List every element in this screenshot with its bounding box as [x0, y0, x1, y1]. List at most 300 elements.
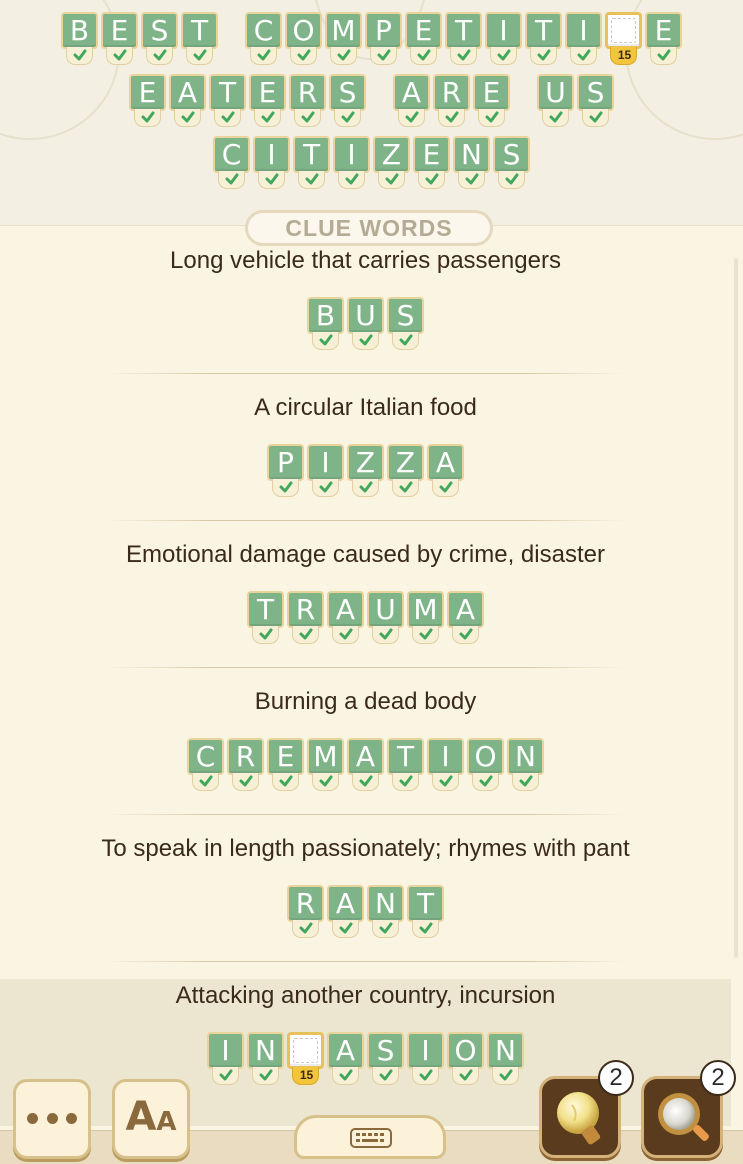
- quote-word: [128, 74, 368, 136]
- letter-tile[interactable]: [506, 738, 545, 792]
- letter-tile[interactable]: [266, 738, 305, 792]
- letter-check-tab: [352, 773, 379, 791]
- letter-tile[interactable]: [366, 885, 405, 939]
- clue-answer: [0, 738, 731, 792]
- check-icon: [405, 110, 419, 124]
- keyboard-icon: [350, 1128, 392, 1148]
- letter-tile-face: B: [307, 297, 344, 334]
- hint-lightbulb-count-badge: 2: [598, 1060, 634, 1096]
- clue-answer: [0, 297, 731, 351]
- letter-tile[interactable]: [366, 1032, 405, 1086]
- check-icon: [537, 48, 551, 62]
- clue-divider: [105, 667, 627, 668]
- font-size-button[interactable]: [112, 1079, 190, 1159]
- letter-check-tab: [412, 1067, 439, 1085]
- clue-divider: [105, 520, 627, 521]
- check-icon: [577, 48, 591, 62]
- letter-tile[interactable]: [208, 74, 247, 128]
- letter-tile-face: A: [327, 885, 364, 922]
- clue-text: To speak in length passionately; rhymes with pant: [101, 835, 630, 862]
- check-icon: [439, 480, 453, 494]
- check-icon: [299, 627, 313, 641]
- check-icon: [113, 48, 127, 62]
- letter-check-tab: [410, 47, 437, 65]
- letter-tile[interactable]: [372, 136, 411, 190]
- clue-item[interactable]: [0, 244, 731, 391]
- check-icon: [319, 333, 333, 347]
- letter-check-tab: [498, 171, 525, 189]
- letter-tile-face: [287, 1032, 324, 1069]
- quote-word: [536, 74, 616, 136]
- letter-tile[interactable]: [466, 738, 505, 792]
- letter-tile[interactable]: [364, 12, 403, 66]
- quote-word: [244, 12, 684, 74]
- letter-tile-face: A: [327, 1032, 364, 1069]
- letter-check-tab: [214, 109, 241, 127]
- clue-list-scrollbar[interactable]: [734, 258, 738, 958]
- keyboard-toggle-button[interactable]: [294, 1115, 446, 1159]
- letter-tile[interactable]: [446, 1032, 485, 1086]
- letter-check-tab: [212, 1067, 239, 1085]
- letter-tile[interactable]: [284, 12, 323, 66]
- letter-tile-face: T: [247, 591, 284, 628]
- letter-tile[interactable]: [326, 1032, 365, 1086]
- check-icon: [339, 921, 353, 935]
- letter-tile-face: U: [537, 74, 574, 111]
- letter-check-tab: [254, 109, 281, 127]
- clue-text: Burning a dead body: [254, 688, 477, 715]
- letter-number-tag: [292, 1067, 319, 1085]
- letter-tile-face: P: [365, 12, 402, 49]
- quote-row: [0, 12, 743, 74]
- letter-number-tag: [610, 47, 637, 65]
- letter-tile-face: R: [433, 74, 470, 111]
- check-icon: [497, 48, 511, 62]
- letter-tile[interactable]: [306, 444, 345, 498]
- letter-tile[interactable]: [140, 12, 179, 66]
- letter-tile-face: I: [427, 738, 464, 775]
- letter-tile[interactable]: [386, 738, 425, 792]
- letter-check-tab: [372, 1067, 399, 1085]
- letter-tile[interactable]: [292, 136, 331, 190]
- letter-tile-face: N: [487, 1032, 524, 1069]
- hint-magnifier-count-badge: 2: [700, 1060, 736, 1096]
- letter-tile-face: O: [467, 738, 504, 775]
- letter-tile-face: T: [387, 738, 424, 775]
- letter-tile-empty[interactable]: [286, 1032, 325, 1086]
- clue-divider: [105, 373, 627, 374]
- check-icon: [257, 48, 271, 62]
- quote-word: [60, 12, 220, 74]
- check-icon: [425, 172, 439, 186]
- letter-check-tab: [352, 332, 379, 350]
- letter-tile[interactable]: [246, 591, 285, 645]
- letter-tile-face: R: [227, 738, 264, 775]
- letter-tile[interactable]: [252, 136, 291, 190]
- clue-answer: [0, 885, 731, 939]
- letter-tile[interactable]: [426, 738, 465, 792]
- check-icon: [657, 48, 671, 62]
- letter-tile[interactable]: [404, 12, 443, 66]
- letter-tile[interactable]: [326, 591, 365, 645]
- check-icon: [299, 921, 313, 935]
- letter-check-tab: [292, 920, 319, 938]
- check-icon: [239, 774, 253, 788]
- check-icon: [465, 172, 479, 186]
- letter-check-tab: [332, 1067, 359, 1085]
- letter-check-tab: [352, 479, 379, 497]
- letter-tile-face: U: [367, 591, 404, 628]
- letter-check-tab: [332, 920, 359, 938]
- letter-tile-face: M: [407, 591, 444, 628]
- letter-tile-face: A: [347, 738, 384, 775]
- letter-tile[interactable]: [346, 444, 385, 498]
- letter-tile[interactable]: [444, 12, 483, 66]
- letter-tile-face: E: [473, 74, 510, 111]
- letter-tile-face: E: [645, 12, 682, 49]
- letter-tile-face: A: [169, 74, 206, 111]
- letter-tile-face: E: [405, 12, 442, 49]
- letter-check-tab: [312, 773, 339, 791]
- check-icon: [485, 110, 499, 124]
- letter-check-tab: [290, 47, 317, 65]
- clue-item[interactable]: [0, 685, 731, 832]
- clue-list[interactable]: [0, 244, 731, 1126]
- letter-tile[interactable]: [564, 12, 603, 66]
- letter-check-tab: [582, 109, 609, 127]
- letter-tile-face: E: [129, 74, 166, 111]
- letter-tile-empty[interactable]: [604, 12, 643, 66]
- letter-tile-face: M: [307, 738, 344, 775]
- letter-tile-face: M: [325, 12, 362, 49]
- check-icon: [279, 774, 293, 788]
- letter-number: 15: [299, 1068, 314, 1082]
- clue-item[interactable]: [0, 538, 731, 685]
- letter-tile-face: C: [245, 12, 282, 49]
- letter-tile-face: C: [187, 738, 224, 775]
- letter-tile-face: S: [329, 74, 366, 111]
- letter-tile[interactable]: [406, 591, 445, 645]
- letter-number: 15: [617, 48, 632, 62]
- letter-tile[interactable]: [472, 74, 511, 128]
- check-icon: [261, 110, 275, 124]
- letter-tile[interactable]: [406, 885, 445, 939]
- letter-tile[interactable]: [346, 297, 385, 351]
- letter-tile-face: T: [181, 12, 218, 49]
- letter-tile-face: I: [565, 12, 602, 49]
- letter-check-tab: [332, 626, 359, 644]
- letter-tile[interactable]: [366, 591, 405, 645]
- letter-tile[interactable]: [536, 74, 575, 128]
- quote-row: [0, 74, 743, 136]
- letter-tile[interactable]: [286, 885, 325, 939]
- letter-check-tab: [530, 47, 557, 65]
- letter-check-tab: [492, 1067, 519, 1085]
- letter-tile[interactable]: [644, 12, 683, 66]
- clue-text: A circular Italian food: [254, 394, 477, 421]
- letter-tile[interactable]: [486, 1032, 525, 1086]
- quote-area: [0, 0, 743, 226]
- check-icon: [301, 110, 315, 124]
- check-icon: [337, 48, 351, 62]
- check-icon: [379, 921, 393, 935]
- check-icon: [419, 627, 433, 641]
- letter-tile-face: Z: [347, 444, 384, 481]
- clue-text: Attacking another country, incursion: [175, 982, 556, 1009]
- letter-check-tab: [66, 47, 93, 65]
- letter-check-tab: [478, 109, 505, 127]
- check-icon: [153, 48, 167, 62]
- check-icon: [181, 110, 195, 124]
- letter-tile-face: T: [407, 885, 444, 922]
- letter-tile-face: P: [267, 444, 304, 481]
- letter-check-tab: [272, 479, 299, 497]
- letter-check-tab: [372, 626, 399, 644]
- check-icon: [193, 48, 207, 62]
- letter-tile-face: T: [209, 74, 246, 111]
- check-icon: [341, 110, 355, 124]
- letter-check-tab: [570, 47, 597, 65]
- letter-tile[interactable]: [180, 12, 219, 66]
- letter-check-tab: [338, 171, 365, 189]
- check-icon: [339, 627, 353, 641]
- clue-divider: [105, 814, 627, 815]
- letter-tile-face: I: [333, 136, 370, 173]
- check-icon: [445, 110, 459, 124]
- quote-rows: [0, 12, 743, 198]
- letter-tile[interactable]: [306, 297, 345, 351]
- letter-tile-face: C: [213, 136, 250, 173]
- letter-tile-face: A: [447, 591, 484, 628]
- quote-word: [212, 136, 532, 198]
- letter-check-tab: [438, 109, 465, 127]
- check-icon: [379, 1068, 393, 1082]
- letter-tile-face: T: [525, 12, 562, 49]
- letter-tile[interactable]: [168, 74, 207, 128]
- letter-tile-face: U: [347, 297, 384, 334]
- more-dots-icon: [27, 1113, 77, 1124]
- letter-tile-face: S: [367, 1032, 404, 1069]
- letter-tile[interactable]: [576, 74, 615, 128]
- check-icon: [359, 774, 373, 788]
- letter-tile-face: T: [293, 136, 330, 173]
- letter-tile-face: E: [101, 12, 138, 49]
- letter-tile[interactable]: [324, 12, 363, 66]
- letter-check-tab: [452, 1067, 479, 1085]
- letter-check-tab: [412, 920, 439, 938]
- letter-check-tab: [542, 109, 569, 127]
- check-icon: [259, 627, 273, 641]
- check-icon: [221, 110, 235, 124]
- letter-tile[interactable]: [244, 12, 283, 66]
- letter-tile[interactable]: [60, 12, 99, 66]
- check-icon: [339, 1068, 353, 1082]
- letter-tile[interactable]: [386, 444, 425, 498]
- letter-tile-face: S: [141, 12, 178, 49]
- lightbulb-icon: [550, 1087, 610, 1149]
- letter-check-tab: [272, 773, 299, 791]
- check-icon: [459, 627, 473, 641]
- letter-check-tab: [432, 479, 459, 497]
- quote-row: [0, 136, 743, 198]
- letter-tile-face: N: [367, 885, 404, 922]
- letter-tile[interactable]: [328, 74, 367, 128]
- letter-check-tab: [252, 626, 279, 644]
- letter-check-tab: [490, 47, 517, 65]
- letter-check-tab: [398, 109, 425, 127]
- check-icon: [419, 1068, 433, 1082]
- letter-tile-face: A: [393, 74, 430, 111]
- letter-tile-face: S: [493, 136, 530, 173]
- letter-tile[interactable]: [288, 74, 327, 128]
- letter-check-tab: [250, 47, 277, 65]
- check-icon: [419, 921, 433, 935]
- letter-check-tab: [370, 47, 397, 65]
- letter-check-tab: [650, 47, 677, 65]
- letter-tile-face: I: [207, 1032, 244, 1069]
- letter-tile[interactable]: [100, 12, 139, 66]
- letter-check-tab: [252, 1067, 279, 1085]
- clue-item[interactable]: [0, 391, 731, 538]
- letter-check-tab: [232, 773, 259, 791]
- letter-tile[interactable]: [248, 74, 287, 128]
- check-icon: [379, 627, 393, 641]
- check-icon: [219, 1068, 233, 1082]
- letter-tile[interactable]: [206, 1032, 245, 1086]
- letter-tile-face: E: [267, 738, 304, 775]
- letter-check-tab: [258, 171, 285, 189]
- letter-check-tab: [146, 47, 173, 65]
- letter-tile-face: N: [247, 1032, 284, 1069]
- letter-tile-face: B: [61, 12, 98, 49]
- letter-tile-face: R: [287, 591, 324, 628]
- letter-tile[interactable]: [332, 136, 371, 190]
- letter-check-tab: [392, 332, 419, 350]
- check-icon: [457, 48, 471, 62]
- check-icon: [439, 774, 453, 788]
- letter-check-tab: [134, 109, 161, 127]
- letter-tile[interactable]: [412, 136, 451, 190]
- letter-tile[interactable]: [524, 12, 563, 66]
- letter-tile-face: O: [447, 1032, 484, 1069]
- letter-tile-face: T: [445, 12, 482, 49]
- letter-tile[interactable]: [492, 136, 531, 190]
- clue-answer: [0, 444, 731, 498]
- clue-text: Emotional damage caused by crime, disaster: [126, 541, 605, 568]
- letter-tile-face: N: [507, 738, 544, 775]
- letter-check-tab: [312, 479, 339, 497]
- check-icon: [225, 172, 239, 186]
- letter-check-tab: [412, 626, 439, 644]
- letter-tile-face: N: [453, 136, 490, 173]
- check-icon: [141, 110, 155, 124]
- letter-tile[interactable]: [452, 136, 491, 190]
- check-icon: [305, 172, 319, 186]
- check-icon: [319, 774, 333, 788]
- letter-tile[interactable]: [212, 136, 251, 190]
- letter-tile[interactable]: [426, 444, 465, 498]
- quote-word: [392, 74, 512, 136]
- letter-tile[interactable]: [186, 738, 225, 792]
- letter-tile[interactable]: [386, 297, 425, 351]
- letter-check-tab: [292, 626, 319, 644]
- letter-check-tab: [418, 171, 445, 189]
- letter-check-tab: [378, 171, 405, 189]
- letter-tile[interactable]: [266, 444, 305, 498]
- check-icon: [505, 172, 519, 186]
- letter-tile[interactable]: [246, 1032, 285, 1086]
- letter-tile[interactable]: [286, 591, 325, 645]
- letter-tile[interactable]: [392, 74, 431, 128]
- letter-tile-face: S: [387, 297, 424, 334]
- letter-tile-face: R: [289, 74, 326, 111]
- letter-tile-face: E: [413, 136, 450, 173]
- check-icon: [279, 480, 293, 494]
- check-icon: [73, 48, 87, 62]
- letter-tile[interactable]: [226, 738, 265, 792]
- letter-tile-face: I: [253, 136, 290, 173]
- check-icon: [297, 48, 311, 62]
- check-icon: [385, 172, 399, 186]
- letter-tile-face: S: [577, 74, 614, 111]
- clue-item[interactable]: [0, 832, 731, 979]
- letter-check-tab: [330, 47, 357, 65]
- letter-tile[interactable]: [446, 591, 485, 645]
- letter-check-tab: [392, 479, 419, 497]
- letter-tile[interactable]: [346, 738, 385, 792]
- more-menu-button[interactable]: [13, 1079, 91, 1159]
- letter-tile[interactable]: [326, 885, 365, 939]
- letter-check-tab: [334, 109, 361, 127]
- clue-text: Long vehicle that carries passengers: [170, 247, 561, 274]
- letter-check-tab: [186, 47, 213, 65]
- letter-check-tab: [294, 109, 321, 127]
- letter-tile[interactable]: [484, 12, 523, 66]
- check-icon: [589, 110, 603, 124]
- letter-tile[interactable]: [406, 1032, 445, 1086]
- letter-tile-face: R: [287, 885, 324, 922]
- check-icon: [377, 48, 391, 62]
- letter-tile[interactable]: [432, 74, 471, 128]
- magnifier-icon: [652, 1087, 712, 1149]
- check-icon: [259, 1068, 273, 1082]
- letter-tile[interactable]: [128, 74, 167, 128]
- letter-tile-face: [605, 12, 642, 49]
- check-icon: [399, 333, 413, 347]
- letter-tile-face: I: [307, 444, 344, 481]
- letter-tile[interactable]: [306, 738, 345, 792]
- letter-check-tab: [192, 773, 219, 791]
- clue-answer: [0, 591, 731, 645]
- letter-tile-face: I: [485, 12, 522, 49]
- letter-tile-face: A: [427, 444, 464, 481]
- check-icon: [549, 110, 563, 124]
- clue-item[interactable]: [0, 979, 731, 1126]
- letter-check-tab: [174, 109, 201, 127]
- check-icon: [199, 774, 213, 788]
- letter-check-tab: [450, 47, 477, 65]
- letter-tile-face: E: [249, 74, 286, 111]
- clue-divider: [105, 961, 627, 962]
- check-icon: [519, 774, 533, 788]
- check-icon: [417, 48, 431, 62]
- check-icon: [345, 172, 359, 186]
- clue-words-header: CLUE WORDS: [245, 210, 493, 246]
- letter-check-tab: [432, 773, 459, 791]
- check-icon: [265, 172, 279, 186]
- letter-check-tab: [218, 171, 245, 189]
- letter-tile-face: I: [407, 1032, 444, 1069]
